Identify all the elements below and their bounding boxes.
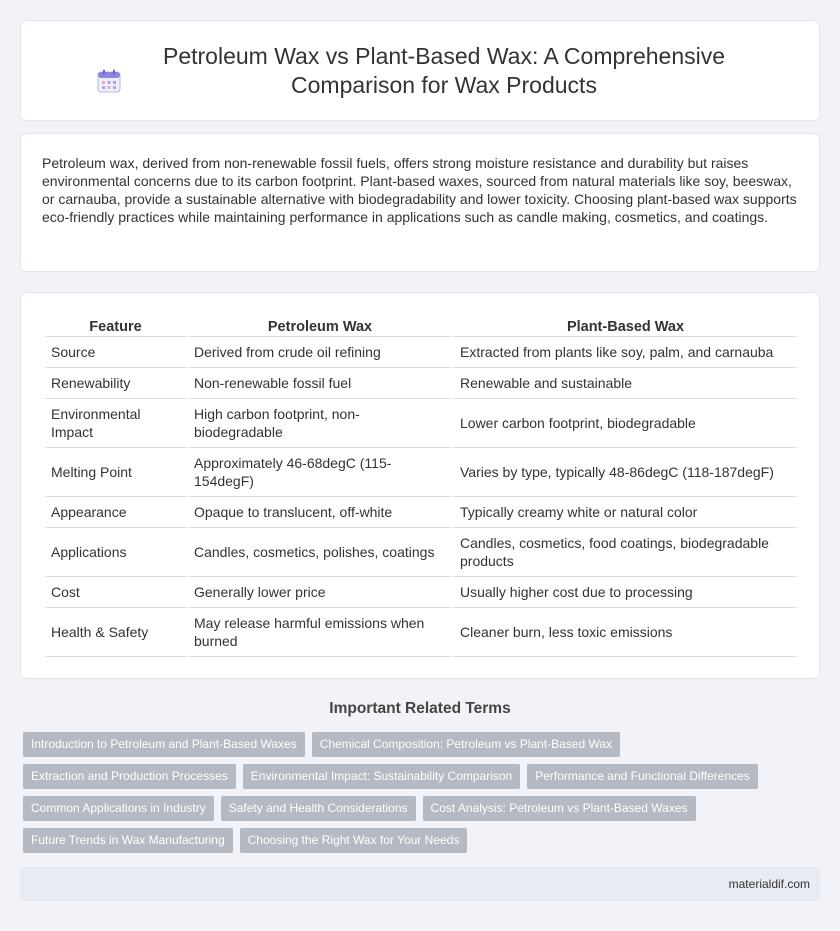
header-petroleum-wax: Petroleum Wax (188, 317, 452, 337)
feature-cell: Appearance (45, 497, 186, 528)
table-row (45, 337, 797, 368)
related-term-link[interactable]: Introduction to Petroleum and Plant-Based Waxes (23, 732, 305, 757)
plant-cell: Typically creamy white or natural color (454, 497, 797, 528)
comparison-table-card (20, 292, 820, 679)
petroleum-cell: High carbon footprint, non-biodegradable (188, 399, 452, 448)
intro-card (20, 133, 820, 272)
related-term-link[interactable]: Extraction and Production Processes (23, 764, 236, 789)
plant-cell: Renewable and sustainable (454, 368, 797, 399)
table-row (45, 608, 797, 657)
feature-cell: Cost (45, 577, 186, 608)
title-card (20, 20, 820, 121)
plant-cell: Varies by type, typically 48-86degC (118-187degF) (454, 448, 797, 497)
table-row (45, 448, 797, 497)
comparison-table (43, 317, 799, 657)
petroleum-cell: Opaque to translucent, off-white (188, 497, 452, 528)
feature-cell: Renewability (45, 368, 186, 399)
feature-cell: Applications (45, 528, 186, 577)
petroleum-cell: Generally lower price (188, 577, 452, 608)
related-term-link[interactable]: Choosing the Right Wax for Your Needs (240, 828, 468, 853)
related-terms-list (23, 732, 823, 860)
related-term-link[interactable]: Future Trends in Wax Manufacturing (23, 828, 233, 853)
table-row (45, 497, 797, 528)
table-header-row (45, 317, 797, 337)
related-term-link[interactable]: Performance and Functional Differences (527, 764, 758, 789)
plant-cell: Usually higher cost due to processing (454, 577, 797, 608)
petroleum-cell: Approximately 46-68degC (115-154degF) (188, 448, 452, 497)
feature-cell: Melting Point (45, 448, 186, 497)
feature-cell: Source (45, 337, 186, 368)
petroleum-cell: Candles, cosmetics, polishes, coatings (188, 528, 452, 577)
header-plant-based-wax: Plant-Based Wax (454, 317, 797, 337)
plant-cell: Extracted from plants like soy, palm, and carnauba (454, 337, 797, 368)
petroleum-cell: Non-renewable fossil fuel (188, 368, 452, 399)
related-term-link[interactable]: Cost Analysis: Petroleum vs Plant-Based Waxes (423, 796, 696, 821)
page-title: Petroleum Wax vs Plant-Based Wax: A Comprehensive Comparison for Wax Products (162, 42, 726, 98)
related-term-link[interactable]: Common Applications in Industry (23, 796, 214, 821)
related-term-link[interactable]: Chemical Composition: Petroleum vs Plant-Based Wax (312, 732, 620, 757)
plant-cell: Cleaner burn, less toxic emissions (454, 608, 797, 657)
petroleum-cell: Derived from crude oil refining (188, 337, 452, 368)
petroleum-cell: May release harmful emissions when burned (188, 608, 452, 657)
feature-cell: Health & Safety (45, 608, 186, 657)
plant-cell: Candles, cosmetics, food coatings, biodegradable products (454, 528, 797, 577)
related-term-link[interactable]: Environmental Impact: Sustainability Comparison (243, 764, 520, 789)
table-row (45, 528, 797, 577)
plant-cell: Lower carbon footprint, biodegradable (454, 399, 797, 448)
table-row (45, 399, 797, 448)
related-terms-heading: Important Related Terms (329, 700, 511, 717)
related-term-link[interactable]: Safety and Health Considerations (221, 796, 416, 821)
title-wrap (56, 42, 784, 100)
footer (20, 867, 820, 901)
footer-site-name[interactable]: materialdif.com (728, 877, 810, 891)
calendar-icon (96, 68, 122, 94)
table-row (45, 577, 797, 608)
intro-paragraph: Petroleum wax, derived from non-renewable fossil fuels, offers strong moisture resistance and durability but raises environmental concerns due to its carbon footprint. Plant-based waxes, sourced from natural materials like soy, beeswax, or carnauba, provide a sustainable alternative with biodegradability and lower toxicity. Choosing plant-based wax supports eco-friendly practices while maintaining performance in applications such as candle making, cosmetics, and coatings. (42, 155, 797, 225)
feature-cell: Environmental Impact (45, 399, 186, 448)
table-row (45, 368, 797, 399)
header-feature: Feature (45, 317, 186, 337)
